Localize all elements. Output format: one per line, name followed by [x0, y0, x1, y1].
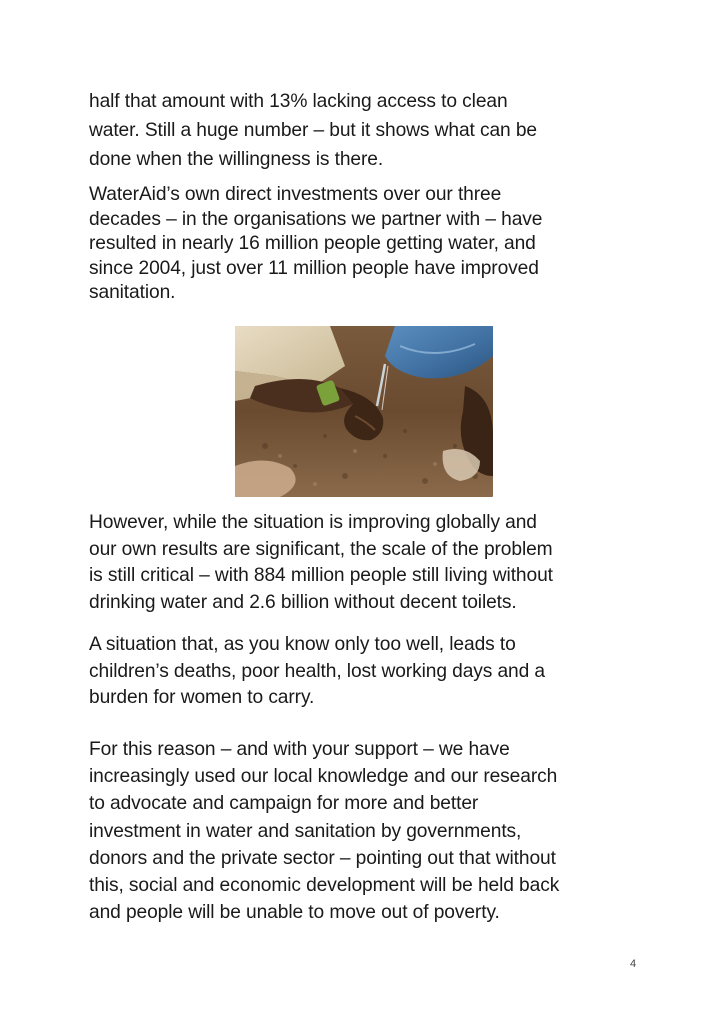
text-line: done when the willingness is there. — [89, 149, 384, 170]
paragraph-clean-water-progress — [89, 87, 649, 174]
text-line: to advocate and campaign for more and better — [89, 793, 479, 815]
text-line: our own results are significant, the scale of the problem — [89, 538, 553, 560]
text-line: donors and the private sector – pointing out that without — [89, 847, 556, 869]
text-line: For this reason – and with your support – we have — [89, 739, 510, 760]
paragraph-scale-of-problem — [89, 510, 649, 616]
text-line: WaterAid’s own direct investments over our three — [89, 184, 502, 205]
paragraph-consequences — [89, 632, 649, 712]
paragraph-advocacy — [89, 736, 649, 926]
text-line: resulted in nearly 16 million people getting water, and — [89, 233, 536, 254]
text-line: and people will be unable to move out of poverty. — [89, 902, 500, 924]
text-line: A situation that, as you know only too well, leads to — [89, 634, 516, 655]
text-line: increasingly used our local knowledge and our research — [89, 766, 558, 788]
text-line: since 2004, just over 11 million people have improved — [89, 257, 539, 279]
page-number: 4 — [630, 958, 637, 970]
text-line: investment in water and sanitation by governments, — [89, 820, 522, 842]
text-line: burden for women to carry. — [89, 687, 315, 708]
hands-washing-photo — [235, 326, 493, 497]
text-line: drinking water and 2.6 billion without decent toilets. — [89, 591, 517, 613]
text-line: water. Still a huge number – but it shows what can be — [89, 120, 537, 141]
text-line: sanitation. — [89, 282, 176, 303]
text-line: half that amount with 13% lacking access to clean — [89, 91, 508, 112]
text-line: this, social and economic development will be held back — [89, 875, 560, 897]
text-line: decades – in the organisations we partner with – have — [89, 208, 543, 230]
text-line: children’s deaths, poor health, lost working days and a — [89, 660, 545, 682]
text-line: However, while the situation is improving globally and — [89, 512, 537, 533]
text-line: is still critical – with 884 million people still living without — [89, 565, 553, 586]
paragraph-wateraid-investments — [89, 183, 649, 306]
